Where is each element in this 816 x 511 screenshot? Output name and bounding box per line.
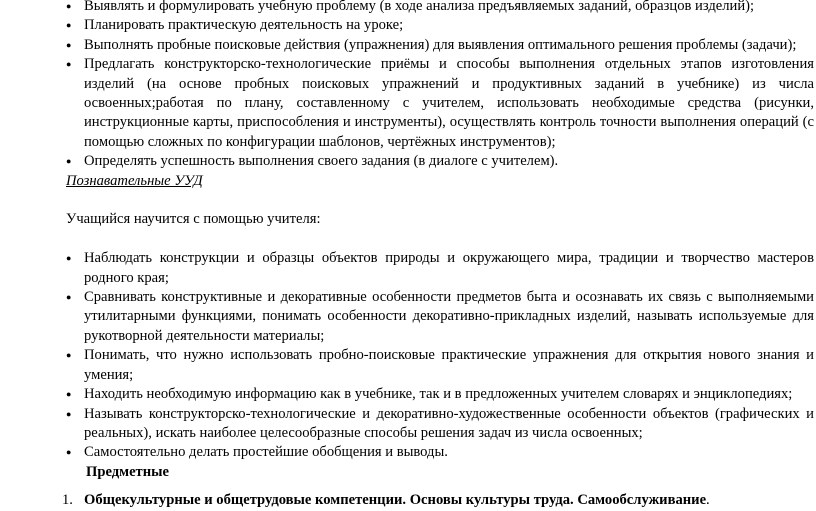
cognitive-skills-list [0,249,816,462]
list-item: ● Называть конструкторско-технологические и декоративно-художественные особенности объектов (графических и реальных), искать наиболее целесообразные способы решения задач из числа освоенных; [0,405,816,444]
list-item: ● Выявлять и формулировать учебную проблему (в ходе анализа предъявляемых заданий, образцов изделий); [0,0,816,16]
list-item: ● Планировать практическую деятельность на уроке; [0,16,816,35]
list-item: ● Самостоятельно делать простейшие обобщения и выводы. [0,443,816,462]
section-title-text: Общекультурные и общетрудовые компетенции. Основы культуры труда. Самообслуживание [84,492,707,509]
section-number: 1. [62,492,73,509]
list-item: ● Наблюдать конструкции и образцы объектов природы и окружающего мира, традиции и творчество мастеров родного края; [0,249,816,288]
regulatory-skills-list [0,0,816,172]
list-item: ● Находить необходимую информацию как в учебнике, так и в предложенных учителем словарях и энциклопедиях; [0,385,816,404]
learner-intro: Учащийся научится с помощью учителя: [66,211,321,228]
numbered-section-title: 1. Общекультурные и общетрудовые компетенции. Основы культуры труда. Самообслуживание. [0,491,816,510]
list-item: ● Понимать, что нужно использовать пробно-поисковые практические упражнения для открытия нового знания и умения; [0,346,816,385]
list-item: ● Сравнивать конструктивные и декоративные особенности предметов быта и осознавать их связь с выполняемыми утилитарными функциями, понимать особенности декоративно-прикладных изделий, называть используемые для рукотворной деятельности материалы; [0,288,816,346]
list-item: ● Предлагать конструкторско-технологические приёмы и способы выполнения отдельных этапов изготовления изделий (на основе пробных поисковых упражнений и продуктивных заданий в учебнике) из числа освоенных;работая по плану, составленному с учителем, использовать необходимые средства (рисунки, инструкционные карты, приспособления и инструменты), осуществлять контроль точности выполнения операций (с помощью сложных по конфигурации шаблонов, чертёжных инструментов); [0,55,816,152]
list-item: ● Выполнять пробные поисковые действия (упражнения) для выявления оптимального решения проблемы (задачи); [0,36,816,55]
list-item: ● Определять успешность выполнения своего задания (в диалоге с учителем). [0,152,816,171]
cognitive-heading: Познавательные УУД [66,172,203,189]
subject-heading: Предметные [86,463,170,480]
